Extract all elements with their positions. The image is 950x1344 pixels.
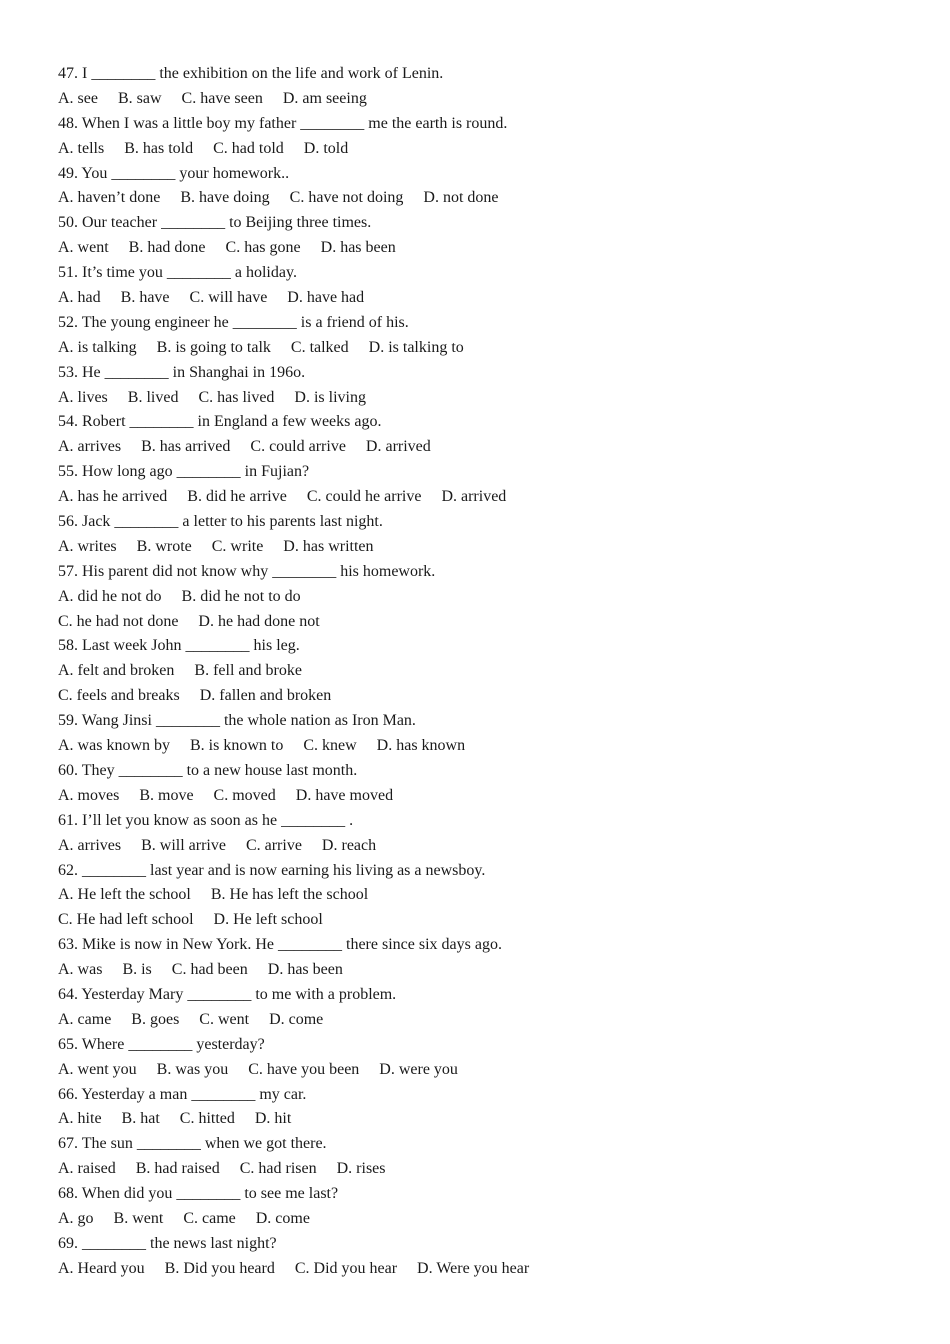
options-58-ab: A. felt and broken B. fell and broke bbox=[58, 662, 302, 680]
options-57-cd: C. he had not done D. he had done not bbox=[58, 612, 320, 630]
options-66: A. hite B. hat C. hitted D. hit bbox=[58, 1110, 292, 1128]
options-52: A. is talking B. is going to talk C. talked D. is talking to bbox=[58, 338, 464, 356]
options-58-cd: C. feels and breaks D. fallen and broken bbox=[58, 687, 332, 705]
question-69: 69. ________ the news last night? bbox=[58, 1234, 277, 1252]
question-60: 60. They ________ to a new house last month. bbox=[58, 761, 358, 779]
question-49: 49. You ________ your homework.. bbox=[58, 164, 290, 182]
question-53: 53. He ________ in Shanghai in 196o. bbox=[58, 363, 306, 381]
question-48: 48. When I was a little boy my father ________ me the earth is round. bbox=[58, 114, 508, 132]
options-62-cd: C. He had left school D. He left school bbox=[58, 911, 323, 929]
options-51: A. had B. have C. will have D. have had bbox=[58, 289, 365, 307]
question-64: 64. Yesterday Mary ________ to me with a problem. bbox=[58, 985, 397, 1003]
options-56: A. writes B. wrote C. write D. has written bbox=[58, 537, 374, 555]
question-61: 61. I’ll let you know as soon as he ________ . bbox=[58, 811, 354, 829]
options-47: A. see B. saw C. have seen D. am seeing bbox=[58, 89, 367, 107]
options-49: A. haven’t done B. have doing C. have not doing D. not done bbox=[58, 189, 499, 207]
question-57: 57. His parent did not know why ________ his homework. bbox=[58, 562, 436, 580]
options-57-ab: A. did he not do B. did he not to do bbox=[58, 587, 301, 605]
options-59: A. was known by B. is known to C. knew D. has known bbox=[58, 737, 466, 755]
question-58: 58. Last week John ________ his leg. bbox=[58, 637, 300, 655]
question-54: 54. Robert ________ in England a few weeks ago. bbox=[58, 413, 382, 431]
options-69: A. Heard you B. Did you heard C. Did you hear D. Were you hear bbox=[58, 1259, 530, 1277]
question-52: 52. The young engineer he ________ is a friend of his. bbox=[58, 313, 409, 331]
question-68: 68. When did you ________ to see me last? bbox=[58, 1185, 339, 1203]
question-55: 55. How long ago ________ in Fujian? bbox=[58, 463, 310, 481]
options-68: A. go B. went C. came D. come bbox=[58, 1209, 310, 1227]
options-53: A. lives B. lived C. has lived D. is living bbox=[58, 388, 366, 406]
question-50: 50. Our teacher ________ to Beijing three times. bbox=[58, 214, 372, 232]
question-47: 47. I ________ the exhibition on the life and work of Lenin. bbox=[58, 65, 444, 82]
options-63: A. was B. is C. had been D. has been bbox=[58, 961, 343, 979]
options-54: A. arrives B. has arrived C. could arrive D. arrived bbox=[58, 438, 431, 456]
question-65: 65. Where ________ yesterday? bbox=[58, 1035, 265, 1053]
question-63: 63. Mike is now in New York. He ________ there since six days ago. bbox=[58, 936, 502, 954]
question-66: 66. Yesterday a man ________ my car. bbox=[58, 1085, 307, 1103]
options-65: A. went you B. was you C. have you been D. were you bbox=[58, 1060, 458, 1078]
question-67: 67. The sun ________ when we got there. bbox=[58, 1135, 327, 1153]
question-59: 59. Wang Jinsi ________ the whole nation as Iron Man. bbox=[58, 712, 416, 730]
question-51: 51. It’s time you ________ a holiday. bbox=[58, 264, 297, 282]
options-62-ab: A. He left the school B. He has left the school bbox=[58, 886, 369, 904]
question-56: 56. Jack ________ a letter to his parents last night. bbox=[58, 513, 383, 531]
options-50: A. went B. had done C. has gone D. has been bbox=[58, 239, 396, 257]
options-55: A. has he arrived B. did he arrive C. could he arrive D. arrived bbox=[58, 488, 507, 506]
question-62: 62. ________ last year and is now earning his living as a newsboy. bbox=[58, 861, 486, 879]
options-67: A. raised B. had raised C. had risen D. rises bbox=[58, 1160, 386, 1178]
options-61: A. arrives B. will arrive C. arrive D. reach bbox=[58, 836, 377, 854]
options-60: A. moves B. move C. moved D. have moved bbox=[58, 786, 394, 804]
exercise-page bbox=[58, 62, 918, 1282]
options-48: A. tells B. has told C. had told D. told bbox=[58, 139, 349, 157]
options-64: A. came B. goes C. went D. come bbox=[58, 1010, 324, 1028]
